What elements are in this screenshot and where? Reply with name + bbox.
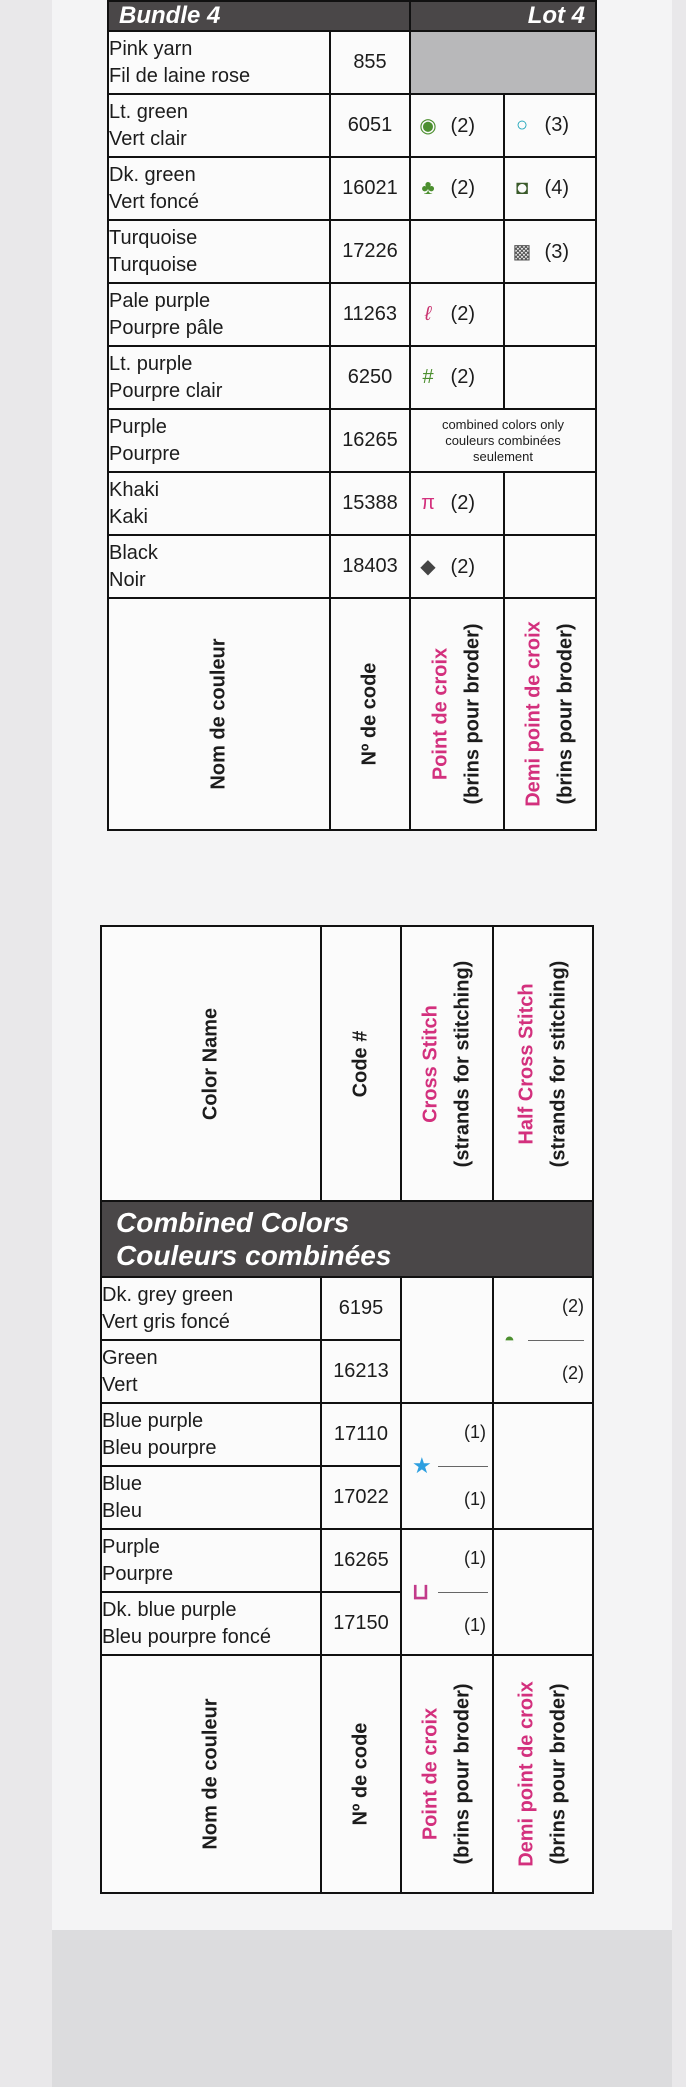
color-name-cell: Dk. blue purple Bleu pourpre foncé — [101, 1592, 321, 1655]
pi-icon: π — [421, 492, 435, 514]
table-row — [101, 1277, 593, 1340]
star-icon: ★ — [412, 1453, 432, 1478]
bundle4-legend-table — [107, 0, 597, 831]
code-cell: 6051 — [330, 94, 410, 157]
checker-icon: ▩ — [512, 241, 532, 263]
code-cell: 11263 — [330, 283, 410, 346]
color-name-cell: Green Vert — [101, 1340, 321, 1403]
code-cell: 17150 — [321, 1592, 401, 1655]
half-stitch-group-green — [493, 1277, 593, 1403]
half-stitch-cell — [504, 346, 596, 409]
code-cell: 17226 — [330, 220, 410, 283]
combined-band-row — [101, 1201, 593, 1277]
color-name-fr: Vert clair — [109, 127, 187, 150]
half-stitch-cell — [504, 94, 596, 157]
table-row — [108, 535, 596, 598]
color-name-cell: Purple Pourpre — [101, 1529, 321, 1592]
color-name-cell: Dk. grey green Vert gris foncé — [101, 1277, 321, 1340]
strand-count: (1) — [464, 1489, 486, 1509]
color-name-en: Dk. green — [109, 163, 196, 186]
half-stitch-cell — [504, 472, 596, 535]
color-name-en: Turquoise — [109, 226, 198, 249]
strand-count: (1) — [464, 1548, 486, 1568]
strand-count: (4) — [544, 177, 569, 199]
rotated-footer-row — [101, 1655, 593, 1893]
code-cell: 6250 — [330, 346, 410, 409]
color-name-cell — [108, 220, 330, 283]
cross-stitch-cell — [410, 472, 504, 535]
color-name-fr: Pourpre — [109, 442, 181, 465]
color-name-en: Khaki — [109, 478, 160, 501]
table-row — [108, 283, 596, 346]
footer-name: Nom de couleur — [101, 1655, 321, 1893]
color-name-cell: Blue purple Bleu pourpre — [101, 1403, 321, 1466]
code-cell: 18403 — [330, 535, 410, 598]
color-name-fr: Kaki — [109, 505, 148, 528]
header-half-stitch: Demi point de croix (brins pour broder) — [504, 598, 596, 830]
bundle-band-row — [108, 1, 596, 31]
combined-colors-band: Combined Colors Couleurs combinées — [101, 1201, 593, 1277]
table-row — [108, 157, 596, 220]
color-name-cell — [108, 31, 330, 94]
loop-icon: ℓ — [424, 303, 432, 325]
strand-count: (2) — [450, 177, 475, 199]
paper-fold — [52, 1930, 672, 2087]
table-row — [108, 94, 596, 157]
strand-count: (2) — [450, 115, 475, 137]
color-name-fr: Pourpre clair — [109, 379, 223, 402]
combined-only-note: combined colors only couleurs combinées seulement — [410, 409, 596, 472]
combined-colors-table — [100, 925, 594, 1894]
cross-stitch-cell — [410, 94, 504, 157]
cross-stitch-cell — [410, 535, 504, 598]
strand-count: (1) — [464, 1422, 486, 1442]
color-name-cell — [108, 409, 330, 472]
table-row — [108, 409, 596, 472]
table-row — [101, 1529, 593, 1592]
strand-count: (2) — [450, 366, 475, 388]
color-name-cell — [108, 535, 330, 598]
cross-stitch-cell — [410, 220, 504, 283]
strand-count: (2) — [562, 1363, 584, 1383]
color-name-en: Lt. purple — [109, 352, 193, 375]
code-cell: 6195 — [321, 1277, 401, 1340]
club-icon: ♣ — [421, 177, 435, 199]
color-name-en: Pale purple — [109, 289, 211, 312]
cross-stitch-cell — [410, 157, 504, 220]
code-cell: 17022 — [321, 1466, 401, 1529]
header-half-stitch: Half Cross Stitch (strands for stitching) — [493, 926, 593, 1201]
color-name-fr: Pourpre pâle — [109, 316, 224, 339]
half-circle-icon: ◓ — [504, 1329, 515, 1350]
header-code: Nº de code — [330, 598, 410, 830]
color-name-en: Lt. green — [109, 100, 188, 123]
strand-count: (2) — [450, 492, 475, 514]
cross-stitch-cell — [410, 283, 504, 346]
code-cell: 16265 — [321, 1529, 401, 1592]
color-name-cell — [108, 94, 330, 157]
footer-code: Nº de code — [321, 1655, 401, 1893]
bundle-label: Bundle 4 — [108, 1, 410, 31]
table-row — [101, 1403, 593, 1466]
color-name-cell — [108, 472, 330, 535]
cross-stitch-cell — [410, 346, 504, 409]
header-name: Nom de couleur — [108, 598, 330, 830]
footer-half-stitch: Demi point de croix (brins pour broder) — [493, 1655, 593, 1893]
lot-label: Lot 4 — [410, 1, 596, 31]
code-cell: 16265 — [330, 409, 410, 472]
code-cell: 16021 — [330, 157, 410, 220]
strand-count: (3) — [544, 241, 569, 263]
half-stitch-cell — [493, 1403, 593, 1529]
code-cell: 16213 — [321, 1340, 401, 1403]
unused-cell — [410, 31, 596, 94]
header-name: Color Name — [101, 926, 321, 1201]
color-name-cell — [108, 346, 330, 409]
color-name-cell — [108, 283, 330, 346]
bullseye-icon: ◉ — [419, 115, 437, 137]
color-name-fr: Vert foncé — [109, 190, 200, 213]
table-row — [108, 220, 596, 283]
rotated-header-row — [108, 598, 596, 830]
half-stitch-cell — [504, 535, 596, 598]
ring-icon: ○ — [515, 114, 529, 136]
cross-stitch-group-blue — [401, 1403, 493, 1529]
color-name-fr: Noir — [109, 568, 146, 591]
color-name-fr: Fil de laine rose — [109, 64, 251, 87]
strand-count: (2) — [562, 1296, 584, 1316]
color-name-cell — [108, 157, 330, 220]
square-box-icon: ◘ — [515, 177, 529, 199]
table-row — [108, 472, 596, 535]
code-cell: 855 — [330, 31, 410, 94]
half-stitch-cell — [493, 1529, 593, 1655]
code-cell: 17110 — [321, 1403, 401, 1466]
half-stitch-cell — [504, 283, 596, 346]
hash-icon: # — [422, 366, 434, 388]
strand-count: (3) — [544, 114, 569, 136]
strand-count: (2) — [450, 303, 475, 325]
footer-cross-stitch: Point de croix (brins pour broder) — [401, 1655, 493, 1893]
table-row — [108, 346, 596, 409]
table-row — [108, 31, 596, 94]
strand-count: (1) — [464, 1615, 486, 1635]
code-cell: 15388 — [330, 472, 410, 535]
color-name-en: Black — [109, 541, 158, 564]
cup-icon: ⊔ — [412, 1579, 430, 1604]
strand-count: (2) — [450, 556, 475, 578]
color-name-fr: Turquoise — [109, 253, 198, 276]
color-name-cell: Blue Bleu — [101, 1466, 321, 1529]
header-code: Code # — [321, 926, 401, 1201]
rotated-header-row — [101, 926, 593, 1201]
cross-stitch-cell — [401, 1277, 493, 1403]
half-stitch-cell — [504, 220, 596, 283]
half-stitch-cell — [504, 157, 596, 220]
diamond-icon: ◆ — [420, 556, 436, 578]
header-cross-stitch: Cross Stitch (strands for stitching) — [401, 926, 493, 1201]
header-cross-stitch: Point de croix (brins pour broder) — [410, 598, 504, 830]
cross-stitch-group-purple — [401, 1529, 493, 1655]
color-name-en: Purple — [109, 415, 167, 438]
color-name-en: Pink yarn — [109, 37, 193, 60]
